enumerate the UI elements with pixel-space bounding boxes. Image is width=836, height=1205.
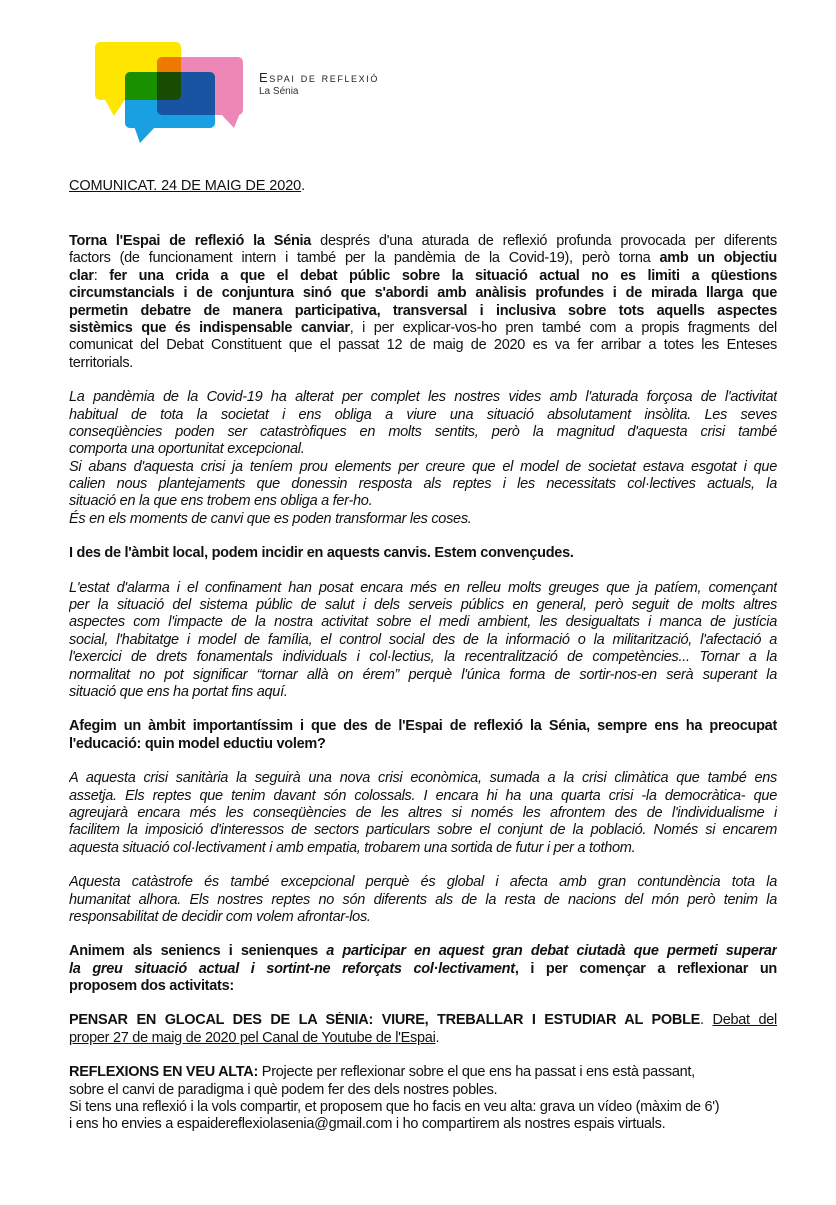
document-body [69, 178, 777, 1134]
dateline-text: COMUNICAT. 24 DE MAIG DE 2020 [69, 178, 302, 194]
quote-pandemic: La pandèmia de la Covid-19 ha alterat per complet les nostres vides amb l'aturada forçosa de l'activitat habitual de tota la societat i ens obliga a viure una situació absolutament insòlita. Les seves conseqüències poden ser catastròfiques en molts sentits, però la magnitud d'aquesta crisi també comporta una oportunitat excepcional. Si abans d'aquesta crisi ja teníem prou elements per creure que el model de societat estava esgotat i que calien nous plantejaments que donessin resposta als reptes i les necessitats col·lectives actuals, la situació en la que ens trobem ens obliga a fer-ho. És en els moments de canvi que es poden transformar les coses. [69, 389, 777, 527]
call-to-action: Animem als seniencs i senienques a participar en aquest gran debat ciutadà que permeti superar la greu situació actual i sortint-ne reforçats col·lectivament, i per començar a reflexionar un proposem dos activitats: [69, 943, 777, 995]
activity-debate-title: PENSAR EN GLOCAL DES DE LA SÉNIA: VIURE, TREBALLAR I ESTUDIAR AL POBLE [69, 1012, 701, 1029]
quote-crisis: A aquesta crisi sanitària la seguirà una nova crisi econòmica, sumada a la crisi climàtica que també ens assetja. Els reptes que tenim davant són colossals. I encara hi ha una quarta crisi -la democràtica- que agreujarà encara més les conseqüències de les altres si només les afrontem des de l'individualisme i facilitem la imposició d'interessos de sectors particulars sobre el conjunt de la població. Només si encarem aquesta situació col·lectivament i amb empatia, trobarem una sortida de futur i per a tothom. [69, 770, 777, 856]
email-line: i ens ho envies a espaidereflexiolasenia@gmail.com i ho compartirem als nostres espais virtuals. [69, 1116, 666, 1133]
debate-link[interactable]: Debat del [712, 1012, 777, 1029]
brand-title: Espai de reflexió [259, 70, 379, 85]
logo [90, 38, 420, 153]
dateline: COMUNICAT. 24 DE MAIG DE 2020. [69, 178, 306, 194]
debate-link-cont[interactable]: proper 27 de maig de 2020 pel Canal de Youtube de l'Espai [69, 1029, 436, 1046]
heading-local: I des de l'àmbit local, podem incidir en aquests canvis. Estem convençudes. [69, 545, 574, 562]
blue-bubble [125, 72, 215, 143]
quote-state-of-alarm: L'estat d'alarma i el confinament han posat encara més en relleu molts greuges que ja patíem, començant per la situació del sistema públic de salut i dels serveis públics en general, però seguit de molts altres aspectes com l'impacte de la nostra activitat sobre el medi ambient, les desigualtats i manca de justícia social, l'habitatge i model de família, el control social des de la informació o la militarització, l'afectació a l'exercici de drets fonamentals individuals i col·lectius, la recentralització de competències... Tornar a la normalitat no pot significar “tornar allà on érem” perquè l'única forma de sortir-nos-en serà superant la situació que ens ha portat fins aquí. [69, 579, 777, 700]
activity-reflections-title: REFLEXIONS EN VEU ALTA: [69, 1064, 259, 1081]
brand-subtitle: La Sénia [259, 86, 299, 97]
activity-debate: PENSAR EN GLOCAL DES DE LA SÉNIA: VIURE, TREBALLAR I ESTUDIAR AL POBLE. Debat del proper 27 de maig de 2020 pel Canal de Youtube de l'Espai. [69, 1012, 777, 1046]
speech-bubbles-icon [90, 38, 250, 153]
intro-paragraph: Torna l'Espai de reflexió la Sénia després d'una aturada de reflexió profunda provocada per diferents factors (de funcionament intern i també per la pandèmia de la Covid-19), però torna amb un objectiu clar: fer una crida a que el debat públic sobre la situació actual no es limiti a qüestions circumstancials i de conjuntura sinó que s'abordi amb anàlisis profundes i de mirada llarga que permetin debatre de manera participativa, transversal i inclusiva sobre tots aquells aspectes sistèmics que és indispensable canviar, i per explicar-vos-ho pren també com a propis fragments del comunicat del Debat Constituent que el passat 12 de maig de 2020 es va fer arribar a totes les Enteses territorials. [69, 233, 777, 371]
activity-reflections: REFLEXIONS EN VEU ALTA: Projecte per reflexionar sobre el que ens ha passat i ens està passant, sobre el canvi de paradigma i què podem fer des dels nostres pobles. Si tens una reflexió i la vols compartir, et proposem que ho facis en veu alta: grava un vídeo (màxim de 6') i ens ho envies a espaidereflexiolasenia@gmail.com i ho compartirem als nostres espais virtuals. [69, 1064, 777, 1134]
heading-education: Afegim un àmbit importantíssim i que des de l'Espai de reflexió la Sénia, sempre ens ha preocupat l'educació: quin model eductiu volem? [69, 718, 777, 752]
quote-catastrophe: Aquesta catàstrofe és també excepcional perquè és global i afecta amb gran contundència tota la humanitat alhora. Els nostres reptes no són diferents als de la resta de nacions del món però tenim la responsabilitat de decidir com volem afrontar-los. [69, 874, 777, 925]
